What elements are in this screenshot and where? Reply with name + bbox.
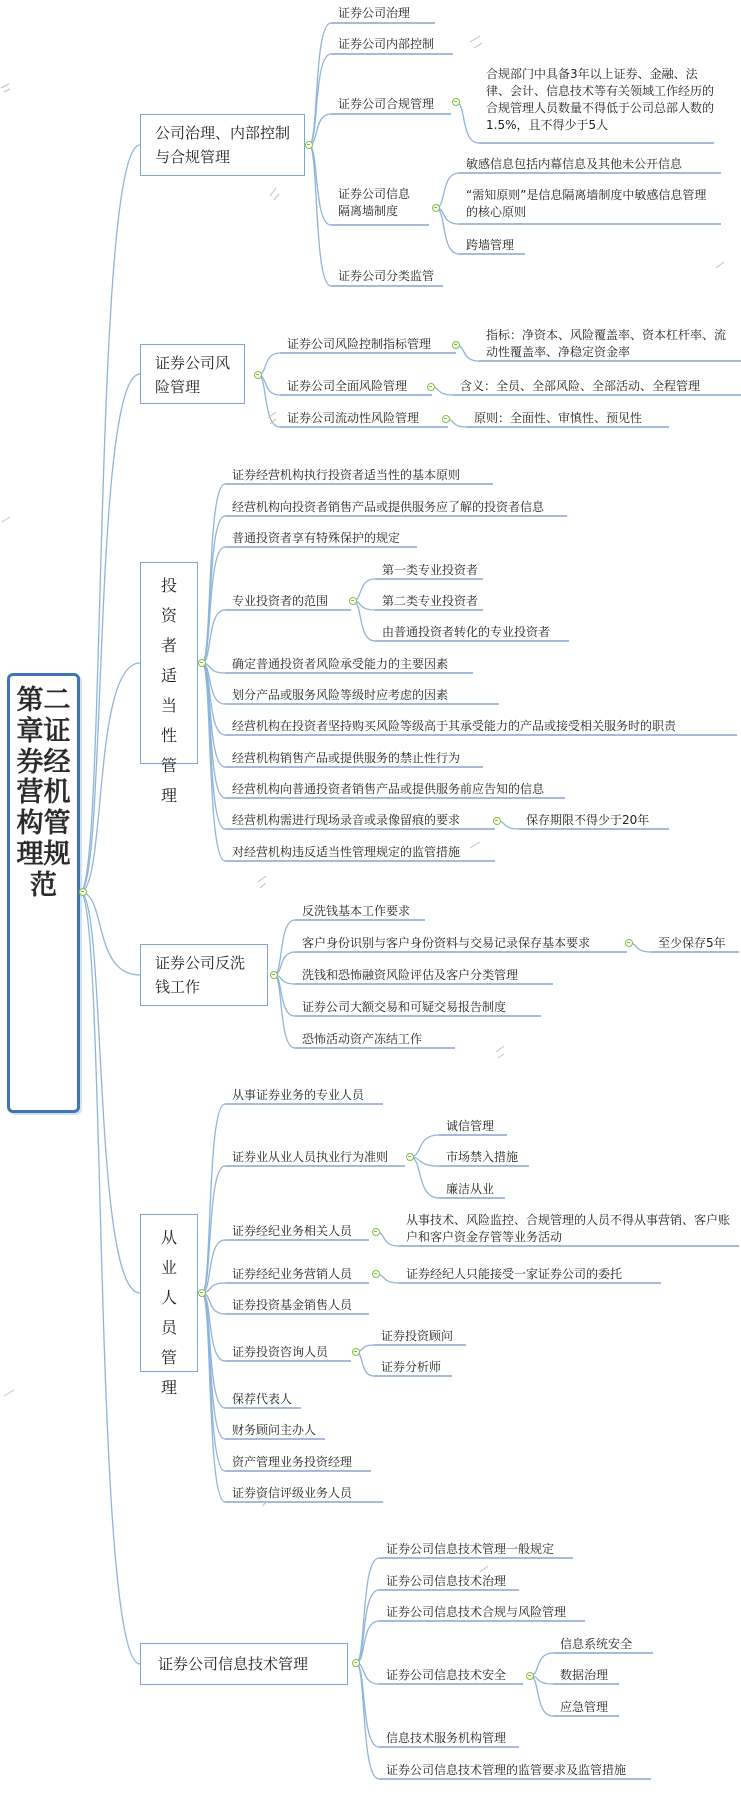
governance-collapse-toggle-icon[interactable]	[305, 141, 313, 149]
record-retention-5-years-note[interactable]: 至少保存5年	[658, 936, 726, 950]
root-collapse-toggle-icon[interactable]	[79, 888, 87, 896]
node-credit-rating-staff[interactable]: 证券资信评级业务人员	[232, 1486, 353, 1500]
connector-curve	[202, 663, 225, 798]
node-it-general-rules[interactable]: 证券公司信息技术管理一般规定	[386, 1542, 555, 1556]
topic-investor-suitability[interactable]	[140, 562, 198, 805]
connector-curve	[376, 1232, 399, 1246]
topic-it-management[interactable]	[140, 1643, 348, 1685]
brokerage-related-collapse-toggle-icon[interactable]	[372, 1228, 380, 1236]
node-prohibited-sales-behaviors[interactable]: 经营机构销售产品或提供服务的禁止性行为	[232, 751, 461, 765]
connector-curve	[309, 145, 331, 286]
node-product-risk-rating-factors[interactable]: 划分产品或服务风险等级时应考虑的因素	[232, 688, 449, 702]
node-suitability-basic-principles[interactable]: 证券经营机构执行投资者适当性的基本原则	[232, 468, 461, 482]
connector-curve	[436, 208, 459, 254]
consulting-investment-adviser[interactable]: 证券投资顾问	[381, 1329, 454, 1343]
connector-curve	[202, 547, 225, 663]
firewall-collapse-toggle-icon[interactable]	[432, 204, 440, 212]
risk-indicators-note[interactable]: 指标：净资本、风险覆盖率、资本杠杆率、流动性覆盖率、净稳定资金率	[486, 328, 727, 359]
it-security-emergency-management[interactable]: 应急管理	[560, 1700, 609, 1714]
topic-governance-compliance[interactable]	[140, 114, 305, 176]
connector-curve	[309, 145, 331, 225]
connector-curve	[258, 353, 280, 375]
recording-collapse-toggle-icon[interactable]	[493, 817, 501, 825]
connector-curve	[80, 374, 140, 892]
practitioner-collapse-toggle-icon[interactable]	[198, 1289, 206, 1297]
node-it-governance[interactable]: 证券公司信息技术治理	[386, 1574, 507, 1588]
node-risk-tolerance-factors[interactable]: 确定普通投资者风险承受能力的主要因素	[232, 657, 449, 671]
node-securities-company-governance[interactable]: 证券公司治理	[338, 6, 411, 20]
node-comprehensive-risk[interactable]: 证券公司全面风险管理	[287, 379, 408, 393]
topic-anti-money-laundering[interactable]	[140, 944, 268, 1006]
topic-it-management-title: 证券公司信息技术管理	[158, 1655, 309, 1673]
it-collapse-toggle-icon[interactable]	[352, 1659, 360, 1667]
node-risk-control-indicators[interactable]: 证券公司风险控制指标管理	[287, 337, 432, 351]
node-brokerage-related-staff[interactable]: 证券经纪业务相关人员	[232, 1224, 353, 1238]
connector-curve	[80, 145, 140, 892]
node-ordinary-investor-protection[interactable]: 普通投资者享有特殊保护的规定	[232, 531, 401, 545]
node-classification-supervision[interactable]: 证券公司分类监管	[338, 269, 435, 283]
node-large-suspicious-transaction-reports[interactable]: 证券公司大额交易和可疑交易报告制度	[302, 1000, 507, 1014]
node-aml-basic-requirements[interactable]: 反洗钱基本工作要求	[302, 904, 411, 918]
node-code-of-conduct[interactable]: 证券业从业人员执业行为准则	[232, 1150, 389, 1164]
node-information-firewall[interactable]: 证券公司信息隔离墙制度	[338, 187, 411, 218]
liquidity-collapse-toggle-icon[interactable]	[442, 415, 450, 423]
connector-curve	[274, 975, 295, 1048]
connector-curve	[356, 1663, 379, 1779]
connector-curve	[410, 1135, 439, 1157]
node-it-compliance-risk[interactable]: 证券公司信息技术合规与风险管理	[386, 1605, 567, 1619]
node-it-supervision-measures[interactable]: 证券公司信息技术管理的监管要求及监管措施	[386, 1763, 627, 1777]
connector-curve	[309, 54, 331, 145]
conduct-market-ban[interactable]: 市场禁入措施	[446, 1150, 519, 1164]
compliance-staff-requirement-note[interactable]: 合规部门中具备3年以上证券、金融、法律、会计、信息技术等有关领域工作经历的合规管理人员数量不得低于公司总部人数的1.5%，且不得少于5人	[486, 67, 715, 132]
node-customer-identification[interactable]: 客户身份识别与客户身份资料与交易记录保存基本要求	[302, 936, 591, 950]
conduct-integrity-management[interactable]: 诚信管理	[446, 1119, 495, 1133]
topic-investor-suitability-title: 投资者适当性管理	[160, 576, 177, 805]
topic-risk-management-title: 证券公司风险管理	[155, 354, 231, 396]
node-it-security[interactable]: 证券公司信息技术安全	[386, 1668, 507, 1682]
customer-id-collapse-toggle-icon[interactable]	[625, 939, 633, 947]
marketing-staff-collapse-toggle-icon[interactable]	[372, 1270, 380, 1278]
single-firm-agent-note[interactable]: 证券经纪人只能接受一家证券公司的委托	[406, 1267, 623, 1281]
root-topic[interactable]	[7, 673, 80, 1113]
connector-curve	[530, 1653, 553, 1676]
node-fund-sales-staff[interactable]: 证券投资基金销售人员	[232, 1298, 353, 1312]
connector-curve	[456, 345, 479, 361]
topic-risk-management[interactable]	[140, 344, 245, 404]
indicator-collapse-toggle-icon[interactable]	[452, 341, 460, 349]
professional-investor-converted[interactable]: 由普通投资者转化的专业投资者	[382, 625, 551, 639]
connector-curve	[456, 102, 479, 143]
node-suitability-violation-measures[interactable]: 对经营机构违反适当性管理规定的监管措施	[232, 845, 461, 859]
connector-curve	[202, 516, 225, 663]
node-recording-requirement[interactable]: 经营机构需进行现场录音或录像留痕的要求	[232, 813, 461, 827]
node-professional-staff[interactable]: 从事证券业务的专业人员	[232, 1088, 365, 1102]
connector-curve	[356, 1590, 379, 1663]
node-sponsor-representative[interactable]: 保荐代表人	[232, 1392, 293, 1406]
node-investment-consulting-staff[interactable]: 证券投资咨询人员	[232, 1345, 329, 1359]
conduct-clean-practice[interactable]: 廉洁从业	[446, 1182, 495, 1196]
connector-curve	[356, 1663, 379, 1747]
compliance-collapse-toggle-icon[interactable]	[452, 98, 460, 106]
aml-collapse-toggle-icon[interactable]	[270, 971, 278, 979]
connector-curve	[353, 601, 375, 641]
connector-curve	[274, 920, 295, 975]
root-title: 第二章证券经营机构管理规范	[16, 685, 71, 901]
node-risk-assessment-classification[interactable]: 洗钱和恐怖融资风险评估及客户分类管理	[302, 968, 519, 982]
node-financial-adviser-lead[interactable]: 财务顾问主办人	[232, 1423, 317, 1437]
node-compliance-management[interactable]: 证券公司合规管理	[338, 97, 435, 111]
brokerage-staff-restriction-note[interactable]: 从事技术、风险监控、合规管理的人员不得从事营销、客户账户和客户资金存管等业务活动	[406, 1213, 731, 1244]
node-terror-asset-freeze[interactable]: 恐怖活动资产冻结工作	[302, 1032, 423, 1046]
connector-curve	[80, 892, 140, 1293]
it-security-data-governance[interactable]: 数据治理	[560, 1668, 609, 1682]
connector-curve	[353, 579, 375, 601]
node-asset-management-manager[interactable]: 资产管理业务投资经理	[232, 1455, 353, 1469]
professional-scope-collapse-toggle-icon[interactable]	[349, 597, 357, 605]
it-security-system-security[interactable]: 信息系统安全	[560, 1637, 633, 1651]
connector-curve	[202, 1293, 225, 1502]
node-investor-info-to-know[interactable]: 经营机构向投资者销售产品或提供服务应了解的投资者信息	[232, 500, 545, 514]
recording-retention-note[interactable]: 保存期限不得少于20年	[526, 813, 650, 827]
connector-curve	[202, 1293, 225, 1408]
topic-governance-compliance-title: 公司治理、内部控制与合规管理	[155, 124, 291, 166]
firewall-sensitive-info-note[interactable]: 敏感信息包括内幕信息及其他未公开信息	[466, 157, 683, 171]
connector-curve	[80, 892, 140, 1664]
topic-anti-money-laundering-title: 证券公司反洗钱工作	[155, 954, 246, 996]
connector-curve	[202, 1293, 225, 1439]
connector-curve	[309, 23, 331, 145]
risk-collapse-toggle-icon[interactable]	[254, 371, 262, 379]
consulting-collapse-toggle-icon[interactable]	[352, 1348, 360, 1356]
firewall-need-to-know-note[interactable]: “需知原则”是信息隔离墙制度中敏感信息管理的核心原则	[466, 188, 707, 219]
professional-investor-type1[interactable]: 第一类专业投资者	[382, 563, 479, 577]
node-professional-investor-scope[interactable]: 专业投资者的范围	[232, 594, 329, 608]
firewall-cross-wall-note[interactable]: 跨墙管理	[466, 238, 515, 252]
node-duties-when-investor-insists[interactable]: 经营机构在投资者坚持购买风险等级高于其承受能力的产品或接受相关服务时的职责	[232, 719, 677, 733]
professional-investor-type2[interactable]: 第二类专业投资者	[382, 594, 479, 608]
comprehensive-collapse-toggle-icon[interactable]	[427, 383, 435, 391]
connector-curve	[258, 375, 280, 427]
comprehensive-risk-meaning-note[interactable]: 含义：全员、全部风险、全部活动、全程管理	[460, 379, 701, 393]
topic-practitioner-management[interactable]	[140, 1214, 198, 1397]
topic-practitioner-management-title: 从业人员管理	[160, 1228, 177, 1397]
suitability-collapse-toggle-icon[interactable]	[198, 659, 206, 667]
node-brokerage-marketing-staff[interactable]: 证券经纪业务营销人员	[232, 1267, 353, 1281]
connector-curve	[202, 1166, 225, 1293]
node-it-service-providers[interactable]: 信息技术服务机构管理	[386, 1731, 507, 1745]
it-security-collapse-toggle-icon[interactable]	[526, 1672, 534, 1680]
node-liquidity-risk[interactable]: 证券公司流动性风险管理	[287, 411, 420, 425]
connector-curve	[356, 1352, 374, 1376]
consulting-analyst[interactable]: 证券分析师	[381, 1360, 442, 1374]
code-of-conduct-collapse-toggle-icon[interactable]	[406, 1153, 414, 1161]
connector-curve	[436, 173, 459, 208]
node-internal-control[interactable]: 证券公司内部控制	[338, 37, 435, 51]
liquidity-principles-note[interactable]: 原则：全面性、审慎性、预见性	[474, 411, 643, 425]
node-pre-sale-disclosure[interactable]: 经营机构向普通投资者销售产品或提供服务前应告知的信息	[232, 782, 545, 796]
